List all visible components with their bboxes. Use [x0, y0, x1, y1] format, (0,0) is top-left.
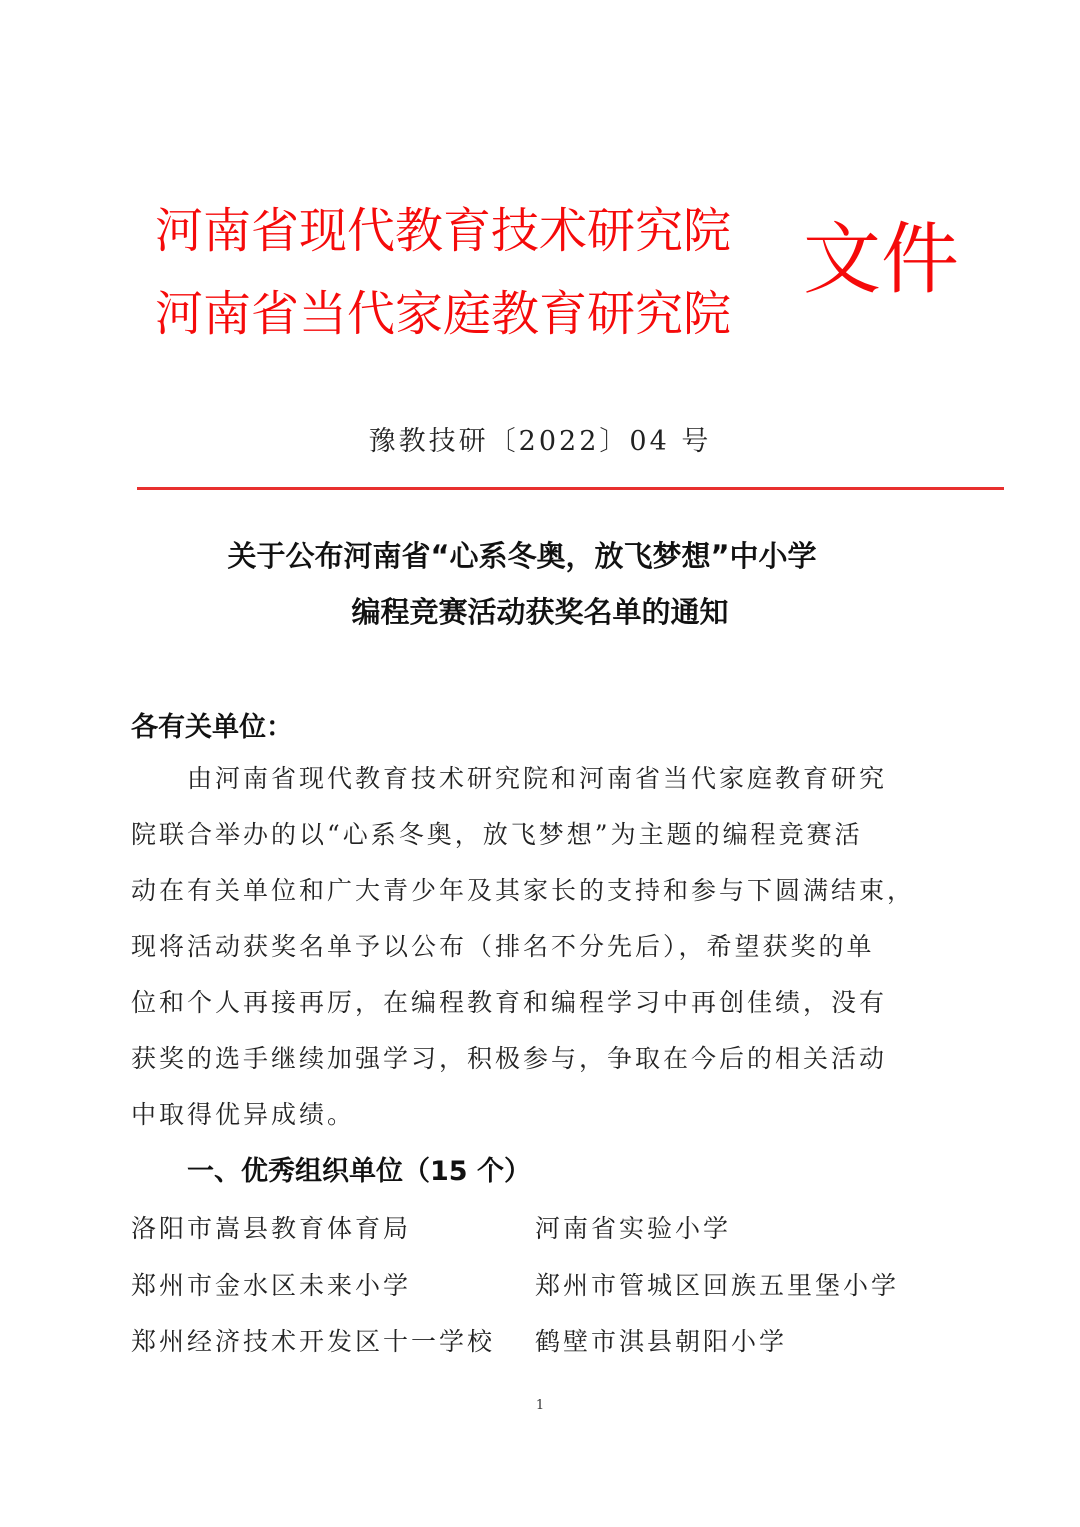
- paragraph-line: 位和个人再接再厉，在编程教育和编程学习中再创佳绩，没有: [131, 988, 888, 1017]
- page-number: 1: [535, 1398, 545, 1413]
- salutation: 各有关单位：: [131, 712, 293, 743]
- award-unit: 郑州市管城区回族五里堡小学: [535, 1271, 900, 1300]
- document-type-label: 文件: [803, 215, 960, 305]
- section-heading-excellent-organizers: 一、优秀组织单位（15 个）: [187, 1156, 531, 1187]
- award-unit: 郑州市金水区未来小学: [131, 1271, 412, 1300]
- document-number: 豫教技研〔2022〕04 号: [368, 426, 712, 457]
- award-unit: 郑州经济技术开发区十一学校: [131, 1327, 496, 1356]
- paragraph-line: 获奖的选手继续加强学习，积极参与，争取在今后的相关活动: [131, 1044, 888, 1073]
- notice-title-line-2: 编程竞赛活动获奖名单的通知: [351, 595, 729, 629]
- issuer-name-1: 河南省现代教育技术研究院: [155, 203, 732, 259]
- notice-title-line-1: 关于公布河南省“心系冬奥，放飞梦想”中小学: [227, 539, 817, 573]
- award-unit: 河南省实验小学: [535, 1214, 732, 1243]
- award-unit: 鹤壁市淇县朝阳小学: [535, 1327, 788, 1356]
- paragraph-line: 现将活动获奖名单予以公布（排名不分先后），希望获奖的单: [131, 932, 875, 961]
- paragraph-line: 中取得优异成绩。: [131, 1100, 356, 1129]
- award-unit: 洛阳市嵩县教育体育局: [131, 1214, 412, 1243]
- header-divider: [137, 487, 1004, 490]
- paragraph-line: 动在有关单位和广大青少年及其家长的支持和参与下圆满结束，: [131, 876, 916, 905]
- paragraph-line: 院联合举办的以“心系冬奥，放飞梦想”为主题的编程竞赛活: [131, 820, 863, 849]
- issuer-name-2: 河南省当代家庭教育研究院: [155, 286, 732, 342]
- paragraph-line: 由河南省现代教育技术研究院和河南省当代家庭教育研究: [131, 764, 888, 793]
